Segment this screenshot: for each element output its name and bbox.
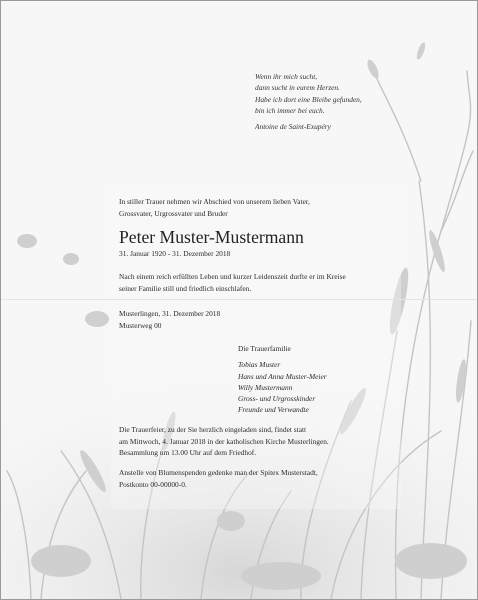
funeral-line: Die Trauerfeier, zu der Sie herzlich eingeladen sind, findet statt — [119, 425, 307, 434]
donation-line: Postkonto 00-00000-0. — [119, 479, 187, 489]
life-dates: 31. Januar 1920 - 31. Dezember 2018 — [119, 249, 231, 258]
address: Musterweg 00 — [119, 320, 162, 330]
message-line: seiner Familie still und friedlich einschlafen. — [119, 283, 252, 293]
poem-author: Antoine de Saint-Exupéry — [255, 122, 331, 132]
intro-text — [119, 196, 310, 219]
poem-line: Habe ich dort eine Bleibe gefunden, — [255, 94, 362, 104]
poem-line: bin ich immer bei euch. — [255, 105, 325, 115]
funeral-details — [119, 424, 329, 459]
family-member: Gross- und Urgrosskinder — [238, 394, 316, 404]
place-date: Musterlingen, 31. Dezember 2018 — [119, 309, 221, 318]
donation-note — [119, 467, 318, 490]
poem-line: dann sucht in eurem Herzen. — [255, 83, 340, 93]
family-member: Tobias Muster — [238, 360, 281, 370]
intro-line: In stiller Trauer nehmen wir Abschied von unserem lieben Vater, — [119, 197, 310, 206]
grass-background-image — [1, 1, 477, 599]
poem-line: Wenn ihr mich sucht, — [255, 72, 318, 81]
poem — [255, 71, 362, 132]
mourning-family — [238, 343, 327, 416]
message-text — [119, 271, 346, 294]
message-line: Nach einem reich erfüllten Leben und kurzer Leidenszeit durfte er im Kreise — [119, 272, 346, 281]
deceased-name: Peter Muster-Mustermann — [119, 227, 304, 247]
funeral-line: am Mittwoch, 4. Januar 2018 in der katholischen Kirche Musterlingen. — [119, 436, 329, 446]
family-member: Willy Mustermann — [238, 382, 293, 392]
family-member: Hans und Anna Muster-Meier — [238, 371, 327, 381]
place-address — [119, 308, 220, 331]
family-member: Freunde und Verwandte — [238, 405, 309, 415]
donation-line: Anstelle von Blumenspenden gedenke man der Spitex Musterstadt, — [119, 468, 318, 477]
fold-line — [1, 299, 477, 300]
intro-line: Grossvater, Urgrossvater und Bruder — [119, 208, 228, 218]
funeral-line: Besammlung um 13.00 Uhr auf dem Friedhof. — [119, 448, 257, 457]
family-heading: Die Trauerfamilie — [238, 344, 291, 353]
